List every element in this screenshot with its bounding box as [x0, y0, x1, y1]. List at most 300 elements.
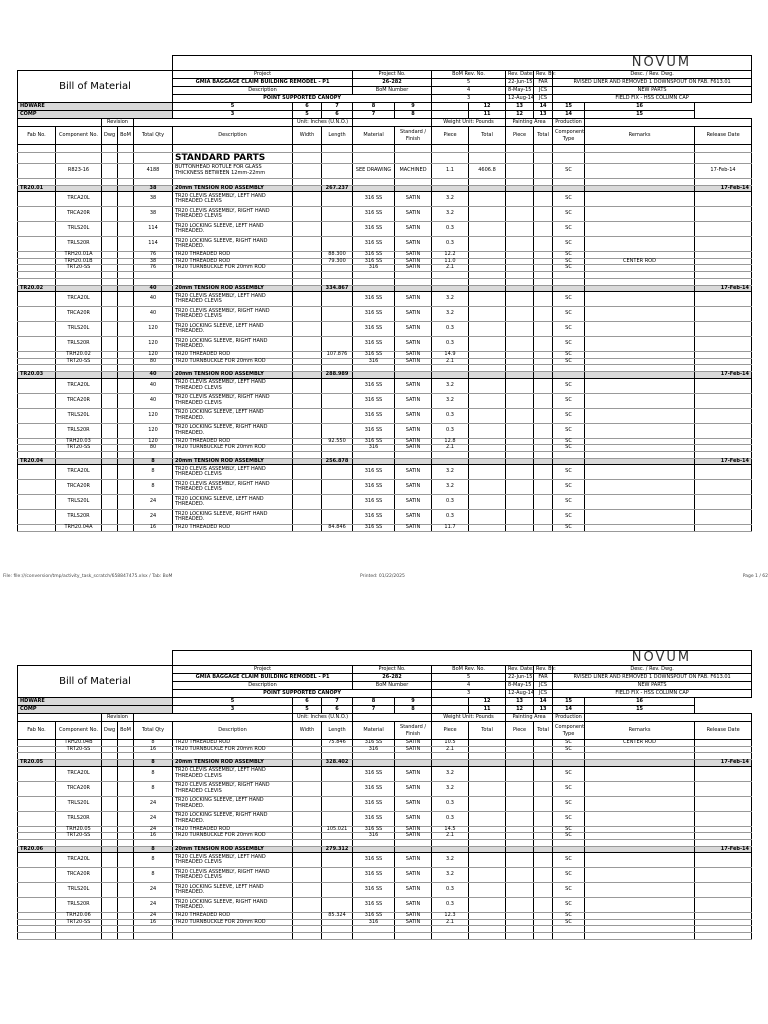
cell-fin: SATIN [395, 237, 432, 252]
cell-mat: 316 SS [353, 337, 395, 352]
cell-qty: 76 [134, 252, 173, 259]
cell-ct: SC [553, 292, 585, 307]
table-row [18, 883, 752, 898]
cell-len: 267.237 [322, 185, 353, 192]
cell-mat: 316 SS [353, 322, 395, 337]
cell-len: 279.312 [322, 846, 353, 853]
table-row-blank [18, 753, 752, 760]
table-row [18, 480, 752, 495]
cell-pw: 10.5 [432, 740, 469, 746]
table-row [18, 796, 752, 811]
cell-ct: SC [553, 796, 585, 811]
cell-mat: 316 SS [353, 525, 395, 532]
cell-ct: SC [553, 740, 585, 746]
cell-ct: SC [553, 898, 585, 913]
table-row [18, 766, 752, 781]
table-row [18, 292, 752, 307]
cell-mat: 316 SS [353, 853, 395, 868]
print-footer [0, 574, 768, 582]
bom-header: NOVUM Bill of Material Project Project No. BoM Rev. No. Rev. Date: Rev. By: Desc. / Rev. Dwg. GMIA BAGGAGE CLAIM BUILDING REMODEL - P1 26-282 5 22-Jun-15 FAR RVISED LINER AND REMOVED 1 DOWNSPOUT ON FAB. F613.01 Description BoM Number 4 8-May-15 JCS NEW PARTS POINT SUPPORTED CANOPY 3 12-Aug-14 JCS FIELD FIX - HSS COLUMN CAP HDWARE 5 6 7 8 9 12 13 14 15 16 COMP 3 5 6 7 8 11 12 13 14 15 Revision Unit: Inches (U.N.O.) Weight Unit: Pounds Painting Area Production Fab No. Component No. Dwg BoM Total Qty Description Width Length Material Standard / Finish Piece Total Piece Total Component Type Remarks Release Date [17, 650, 752, 740]
cell-ct: SC [553, 510, 585, 525]
cell-qty: 40 [134, 285, 173, 292]
cell-qty: 38 [134, 258, 173, 265]
cell-fab: TR20.03 [18, 372, 56, 379]
cell-ct: SC [553, 337, 585, 352]
cell-desc: TR20 LOCKING SLEEVE, LEFT HAND THREADED. [173, 322, 293, 337]
cell-qty: 8 [134, 740, 173, 746]
cell-fin: SATIN [395, 740, 432, 746]
cell-pw: 2.1 [432, 358, 469, 365]
cell-ct: SC [553, 222, 585, 237]
cell-mat: 316 SS [353, 438, 395, 445]
cell-desc: TR20 TURNBUCKLE FOR 20mm ROD [173, 919, 293, 926]
cell-rel: 17-Feb-14 [695, 372, 752, 379]
cell-comp: TRCA20R [56, 480, 102, 495]
cell-rem: CENTER ROD [585, 740, 695, 746]
cell-mat: 316 SS [353, 826, 395, 833]
footer-printed: Printed: 01/22/2025 [360, 574, 405, 579]
cell-fin: SATIN [395, 480, 432, 495]
cell-pw: 1.1 [432, 163, 469, 178]
cell-mat: 316 [353, 445, 395, 452]
cell-desc: TR20 CLEVIS ASSEMBLY, RIGHT HAND THREADED CLEVIS [173, 393, 293, 408]
table-row-blank [18, 926, 752, 933]
cell-ct: SC [553, 525, 585, 532]
bom-sheet-page-2 [17, 650, 751, 940]
cell-comp: TRCA20R [56, 307, 102, 322]
cell-ct: SC [553, 883, 585, 898]
cell-mat: 316 SS [353, 192, 395, 207]
project-no: 26-282 [353, 79, 432, 87]
cell-pw: 0.3 [432, 510, 469, 525]
cell-desc: TR20 LOCKING SLEEVE, RIGHT HAND THREADED. [173, 510, 293, 525]
cell-mat: 316 SS [353, 352, 395, 359]
cell-qty: 120 [134, 438, 173, 445]
cell-desc: TR20 CLEVIS ASSEMBLY, LEFT HAND THREADED CLEVIS [173, 766, 293, 781]
cell-qty: 4188 [134, 163, 173, 178]
cell-comp: TRCA20L [56, 192, 102, 207]
cell-ct: SC [553, 833, 585, 840]
cell-fab: TR20.02 [18, 285, 56, 292]
table-row-blank [18, 278, 752, 285]
table-row [18, 495, 752, 510]
cell-mat: 316 SS [353, 883, 395, 898]
cell-len: 256.878 [322, 458, 353, 465]
table-row [18, 378, 752, 393]
cell-pw: 0.3 [432, 883, 469, 898]
cell-mat: 316 SS [353, 913, 395, 920]
cell-comp: TRLS20L [56, 408, 102, 423]
cell-fin: SATIN [395, 465, 432, 480]
cell-pw: 3.2 [432, 207, 469, 222]
cell-ct: SC [553, 322, 585, 337]
cell-desc: TR20 CLEVIS ASSEMBLY, RIGHT HAND THREADED CLEVIS [173, 480, 293, 495]
cell-qty: 8 [134, 480, 173, 495]
table-row [18, 781, 752, 796]
cell-fin: SATIN [395, 898, 432, 913]
footer-page: Page 1 / 62 [742, 574, 768, 579]
cell-fin: SATIN [395, 358, 432, 365]
cell-rel: 17-Feb-14 [695, 163, 752, 178]
table-row [18, 222, 752, 237]
cell-qty: 120 [134, 352, 173, 359]
cell-qty: 38 [134, 185, 173, 192]
cell-ct: SC [553, 853, 585, 868]
cell-ct: SC [553, 811, 585, 826]
cell-fin: SATIN [395, 781, 432, 796]
cell-ct: SC [553, 438, 585, 445]
cell-mat: 316 SS [353, 495, 395, 510]
cell-fin: SATIN [395, 423, 432, 438]
cell-pw: 12.2 [432, 252, 469, 259]
cell-comp: TRLS20L [56, 222, 102, 237]
cell-pw: 3.2 [432, 781, 469, 796]
cell-comp: TRCA20R [56, 393, 102, 408]
cell-pw: 2.1 [432, 833, 469, 840]
cell-comp: TRLS20L [56, 796, 102, 811]
cell-qty: 24 [134, 495, 173, 510]
cell-qty: 24 [134, 510, 173, 525]
cell-qty: 24 [134, 913, 173, 920]
cell-mat: 316 SS [353, 237, 395, 252]
cell-ct: SC [553, 378, 585, 393]
cell-comp: TRH20.02 [56, 352, 102, 359]
cell-qty: 40 [134, 393, 173, 408]
cell-ct: SC [553, 252, 585, 259]
cell-desc: TR20 THREADED ROD [173, 352, 293, 359]
cell-qty: 114 [134, 237, 173, 252]
cell-mat: 316 SS [353, 252, 395, 259]
bom-table [17, 740, 752, 940]
cell-pw: 3.2 [432, 480, 469, 495]
cell-qty: 16 [134, 525, 173, 532]
table-row [18, 163, 752, 178]
cell-mat: 316 [353, 919, 395, 926]
cell-qty: 38 [134, 192, 173, 207]
cell-qty: 8 [134, 458, 173, 465]
cell-ct: SC [553, 480, 585, 495]
cell-pw: 3.2 [432, 192, 469, 207]
cell-comp: TRCA20L [56, 378, 102, 393]
cell-mat: 316 SS [353, 423, 395, 438]
cell-qty: 40 [134, 292, 173, 307]
cell-desc: 20mm TENSION ROD ASSEMBLY [173, 285, 293, 292]
cell-comp: TRCA20R [56, 781, 102, 796]
cell-fab: TR20.01 [18, 185, 56, 192]
cell-fin: SATIN [395, 853, 432, 868]
cell-qty: 114 [134, 222, 173, 237]
cell-desc: TR20 LOCKING SLEEVE, RIGHT HAND THREADED. [173, 237, 293, 252]
cell-pw: 0.3 [432, 796, 469, 811]
cell-fin: SATIN [395, 378, 432, 393]
cell-ct: SC [553, 766, 585, 781]
cell-pw: 0.3 [432, 322, 469, 337]
cell-fin: SATIN [395, 393, 432, 408]
cell-mat: 316 SS [353, 258, 395, 265]
cell-ct: SC [553, 868, 585, 883]
cell-comp: TRT20-SS [56, 445, 102, 452]
cell-comp: TRCA20L [56, 766, 102, 781]
cell-qty: 38 [134, 207, 173, 222]
cell-rel: 17-Feb-14 [695, 846, 752, 853]
cell-comp: TRT20-SS [56, 358, 102, 365]
cell-desc: TR20 CLEVIS ASSEMBLY, LEFT HAND THREADED CLEVIS [173, 292, 293, 307]
cell-desc: BUTTONHEAD ROTULE FOR GLASS THICKNESS BETWEEN 12mm-22mm [173, 163, 293, 178]
cell-ct: SC [553, 423, 585, 438]
cell-desc: TR20 CLEVIS ASSEMBLY, LEFT HAND THREADED CLEVIS [173, 378, 293, 393]
cell-ct: SC [553, 265, 585, 272]
cell-ct: SC [553, 163, 585, 178]
cell-fin: SATIN [395, 438, 432, 445]
cell-rem: CENTER ROD [585, 258, 695, 265]
cell-pw: 2.1 [432, 265, 469, 272]
cell-len: 288.989 [322, 372, 353, 379]
table-row [18, 237, 752, 252]
cell-mat: 316 SS [353, 393, 395, 408]
cell-fin: SATIN [395, 445, 432, 452]
table-row-blank [18, 365, 752, 372]
cell-pw: 3.2 [432, 393, 469, 408]
cell-fin: SATIN [395, 913, 432, 920]
cell-qty: 24 [134, 883, 173, 898]
cell-desc: TR20 LOCKING SLEEVE, RIGHT HAND THREADED. [173, 811, 293, 826]
cell-pw: 0.3 [432, 222, 469, 237]
cell-desc: TR20 THREADED ROD [173, 740, 293, 746]
cell-fin: SATIN [395, 408, 432, 423]
project-name: GMIA BAGGAGE CLAIM BUILDING REMODEL - P1 [173, 79, 353, 87]
cell-desc: TR20 LOCKING SLEEVE, LEFT HAND THREADED. [173, 495, 293, 510]
cell-comp: TRLS20R [56, 423, 102, 438]
cell-ct: SC [553, 408, 585, 423]
cell-desc: TR20 CLEVIS ASSEMBLY, RIGHT HAND THREADED CLEVIS [173, 307, 293, 322]
cell-desc: TR20 LOCKING SLEEVE, LEFT HAND THREADED. [173, 222, 293, 237]
cell-qty: 16 [134, 833, 173, 840]
cell-mat: 316 [353, 833, 395, 840]
cell-comp: TRLS20R [56, 510, 102, 525]
cell-desc: TR20 CLEVIS ASSEMBLY, LEFT HAND THREADED CLEVIS [173, 192, 293, 207]
cell-qty: 76 [134, 265, 173, 272]
cell-pw: 0.3 [432, 408, 469, 423]
cell-mat: 316 SS [353, 378, 395, 393]
cell-ct: SC [553, 237, 585, 252]
table-row [18, 207, 752, 222]
cell-ct: SC [553, 495, 585, 510]
cell-mat: 316 SS [353, 898, 395, 913]
cell-pw: 3.2 [432, 766, 469, 781]
project-description: POINT SUPPORTED CANOPY [173, 690, 432, 698]
cell-pw: 3.2 [432, 378, 469, 393]
cell-comp: R823-16 [56, 163, 102, 178]
cell-comp: TRH20.03 [56, 438, 102, 445]
cell-qty: 120 [134, 423, 173, 438]
cell-qty: 16 [134, 919, 173, 926]
cell-desc: TR20 THREADED ROD [173, 252, 293, 259]
cell-desc: TR20 LOCKING SLEEVE, LEFT HAND THREADED. [173, 408, 293, 423]
cell-fin: SATIN [395, 292, 432, 307]
cell-fin: SATIN [395, 883, 432, 898]
cell-desc: TR20 THREADED ROD [173, 525, 293, 532]
cell-qty: 120 [134, 337, 173, 352]
cell-qty: 40 [134, 372, 173, 379]
cell-comp: TRCA20R [56, 868, 102, 883]
cell-ct: SC [553, 445, 585, 452]
cell-desc: TR20 THREADED ROD [173, 438, 293, 445]
cell-mat: 316 SS [353, 292, 395, 307]
cell-mat: 316 SS [353, 222, 395, 237]
cell-qty: 8 [134, 853, 173, 868]
cell-fin: SATIN [395, 252, 432, 259]
cell-ct: SC [553, 192, 585, 207]
cell-qty: 16 [134, 746, 173, 753]
table-row [18, 868, 752, 883]
cell-fin: SATIN [395, 766, 432, 781]
cell-pw: 14.9 [432, 352, 469, 359]
cell-comp: TRT20-SS [56, 746, 102, 753]
cell-pw: 11.0 [432, 258, 469, 265]
table-row [18, 393, 752, 408]
cell-ct: SC [553, 307, 585, 322]
cell-pw: 3.2 [432, 465, 469, 480]
table-row-blank [18, 145, 752, 152]
cell-fin: SATIN [395, 322, 432, 337]
cell-desc: 20mm TENSION ROD ASSEMBLY [173, 185, 293, 192]
cell-ct: SC [553, 358, 585, 365]
cell-desc: TR20 CLEVIS ASSEMBLY, RIGHT HAND THREADED CLEVIS [173, 207, 293, 222]
bom-header: NOVUM Bill of Material Project Project No. BoM Rev. No. Rev. Date: Rev. By: Desc. / Rev. Dwg. GMIA BAGGAGE CLAIM BUILDING REMODEL - P1 26-282 5 22-Jun-15 FAR RVISED LINER AND REMOVED 1 DOWNSPOUT ON FAB. F613.01 Description BoM Number 4 8-May-15 JCS NEW PARTS POINT SUPPORTED CANOPY 3 12-Aug-14 JCS FIELD FIX - HSS COLUMN CAP HDWARE 5 6 7 8 9 12 13 14 15 16 COMP 3 5 6 7 8 11 12 13 14 15 Revision Unit: Inches (U.N.O.) Weight Unit: Pounds Painting Area Production Fab No. Component No. Dwg BoM Total Qty Description Width Length Material Standard / Finish Piece Total Piece Total Component Type Remarks Release Date [17, 55, 752, 145]
table-row [18, 337, 752, 352]
cell-comp: TRH20.01A [56, 252, 102, 259]
cell-desc: TR20 THREADED ROD [173, 913, 293, 920]
cell-len: 88.300 [322, 252, 353, 259]
cell-desc: TR20 TURNBUCKLE FOR 20mm ROD [173, 746, 293, 753]
brand-logo: NOVUM [173, 56, 752, 71]
cell-comp: TRCA20L [56, 292, 102, 307]
cell-desc: TR20 LOCKING SLEEVE, RIGHT HAND THREADED. [173, 898, 293, 913]
cell-len: 85.324 [322, 913, 353, 920]
cell-fin: SATIN [395, 746, 432, 753]
cell-pw: 0.3 [432, 423, 469, 438]
cell-qty: 40 [134, 307, 173, 322]
cell-fin: SATIN [395, 337, 432, 352]
cell-comp: TRLS20R [56, 337, 102, 352]
cell-rel: 17-Feb-14 [695, 285, 752, 292]
cell-ct: SC [553, 352, 585, 359]
cell-desc: TR20 THREADED ROD [173, 258, 293, 265]
table-row [18, 307, 752, 322]
cell-rel: 17-Feb-14 [695, 185, 752, 192]
table-row-blank [18, 178, 752, 185]
cell-len: 92.550 [322, 438, 353, 445]
cell-qty: 80 [134, 445, 173, 452]
cell-mat: 316 SS [353, 781, 395, 796]
cell-comp: TRLS20L [56, 883, 102, 898]
cell-ct: SC [553, 781, 585, 796]
footer-file: File: file:///conversion/tmp/activity_task_scratch/658847475.xlsx / Tab: BoM [3, 574, 173, 579]
cell-fin: SATIN [395, 826, 432, 833]
cell-desc: TR20 TURNBUCKLE FOR 20mm ROD [173, 833, 293, 840]
cell-comp: TRH20.04B [56, 740, 102, 746]
cell-fin: SATIN [395, 495, 432, 510]
cell-ct: SC [553, 465, 585, 480]
cell-pw: 2.1 [432, 445, 469, 452]
cell-rel: 17-Feb-14 [695, 458, 752, 465]
cell-mat: 316 SS [353, 465, 395, 480]
cell-ct: SC [553, 913, 585, 920]
cell-rel: 17-Feb-14 [695, 760, 752, 767]
table-row [18, 898, 752, 913]
cell-mat: 316 [353, 358, 395, 365]
table-row-blank [18, 839, 752, 846]
cell-len: 107.876 [322, 352, 353, 359]
cell-comp: TRH20.06 [56, 913, 102, 920]
cell-qty: 8 [134, 465, 173, 480]
cell-tw: 4606.8 [469, 163, 506, 178]
cell-mat: 316 SS [353, 796, 395, 811]
brand-logo: NOVUM [173, 651, 752, 666]
cell-fin: SATIN [395, 868, 432, 883]
cell-pw: 14.5 [432, 826, 469, 833]
cell-mat: 316 SS [353, 207, 395, 222]
cell-comp: TRLS20R [56, 811, 102, 826]
cell-fin: MACHINED [395, 163, 432, 178]
cell-len: 79.300 [322, 258, 353, 265]
cell-qty: 120 [134, 408, 173, 423]
cell-qty: 80 [134, 358, 173, 365]
cell-ct: SC [553, 826, 585, 833]
cell-fin: SATIN [395, 525, 432, 532]
cell-fin: SATIN [395, 919, 432, 926]
table-row [18, 510, 752, 525]
table-row [18, 423, 752, 438]
cell-qty: 8 [134, 846, 173, 853]
cell-ct: SC [553, 746, 585, 753]
cell-fin: SATIN [395, 811, 432, 826]
cell-pw: 11.7 [432, 525, 469, 532]
cell-pw: 3.2 [432, 292, 469, 307]
cell-desc: 20mm TENSION ROD ASSEMBLY [173, 846, 293, 853]
cell-fin: SATIN [395, 207, 432, 222]
cell-desc: TR20 CLEVIS ASSEMBLY, LEFT HAND THREADED CLEVIS [173, 853, 293, 868]
project-no: 26-282 [353, 674, 432, 682]
cell-qty: 24 [134, 898, 173, 913]
cell-pw: 2.1 [432, 746, 469, 753]
cell-comp: TRH20.05 [56, 826, 102, 833]
cell-comp: TRT20-SS [56, 833, 102, 840]
cell-comp: TRLS20R [56, 237, 102, 252]
section-title: STANDARD PARTS [173, 152, 293, 163]
cell-qty: 24 [134, 826, 173, 833]
cell-pw: 12.3 [432, 913, 469, 920]
cell-fin: SATIN [395, 307, 432, 322]
cell-len: 328.402 [322, 760, 353, 767]
cell-pw: 0.3 [432, 898, 469, 913]
project-name: GMIA BAGGAGE CLAIM BUILDING REMODEL - P1 [173, 674, 353, 682]
cell-comp: TRLS20L [56, 495, 102, 510]
cell-qty: 24 [134, 811, 173, 826]
cell-ct: SC [553, 258, 585, 265]
cell-desc: 20mm TENSION ROD ASSEMBLY [173, 372, 293, 379]
cell-mat: 316 SS [353, 740, 395, 746]
cell-fab: TR20.05 [18, 760, 56, 767]
bom-table [17, 145, 752, 532]
cell-len: 75.846 [322, 740, 353, 746]
cell-mat: 316 SS [353, 766, 395, 781]
table-row [18, 853, 752, 868]
cell-desc: TR20 LOCKING SLEEVE, LEFT HAND THREADED. [173, 796, 293, 811]
table-row [18, 192, 752, 207]
cell-comp: TRH20.04A [56, 525, 102, 532]
cell-pw: 12.8 [432, 438, 469, 445]
